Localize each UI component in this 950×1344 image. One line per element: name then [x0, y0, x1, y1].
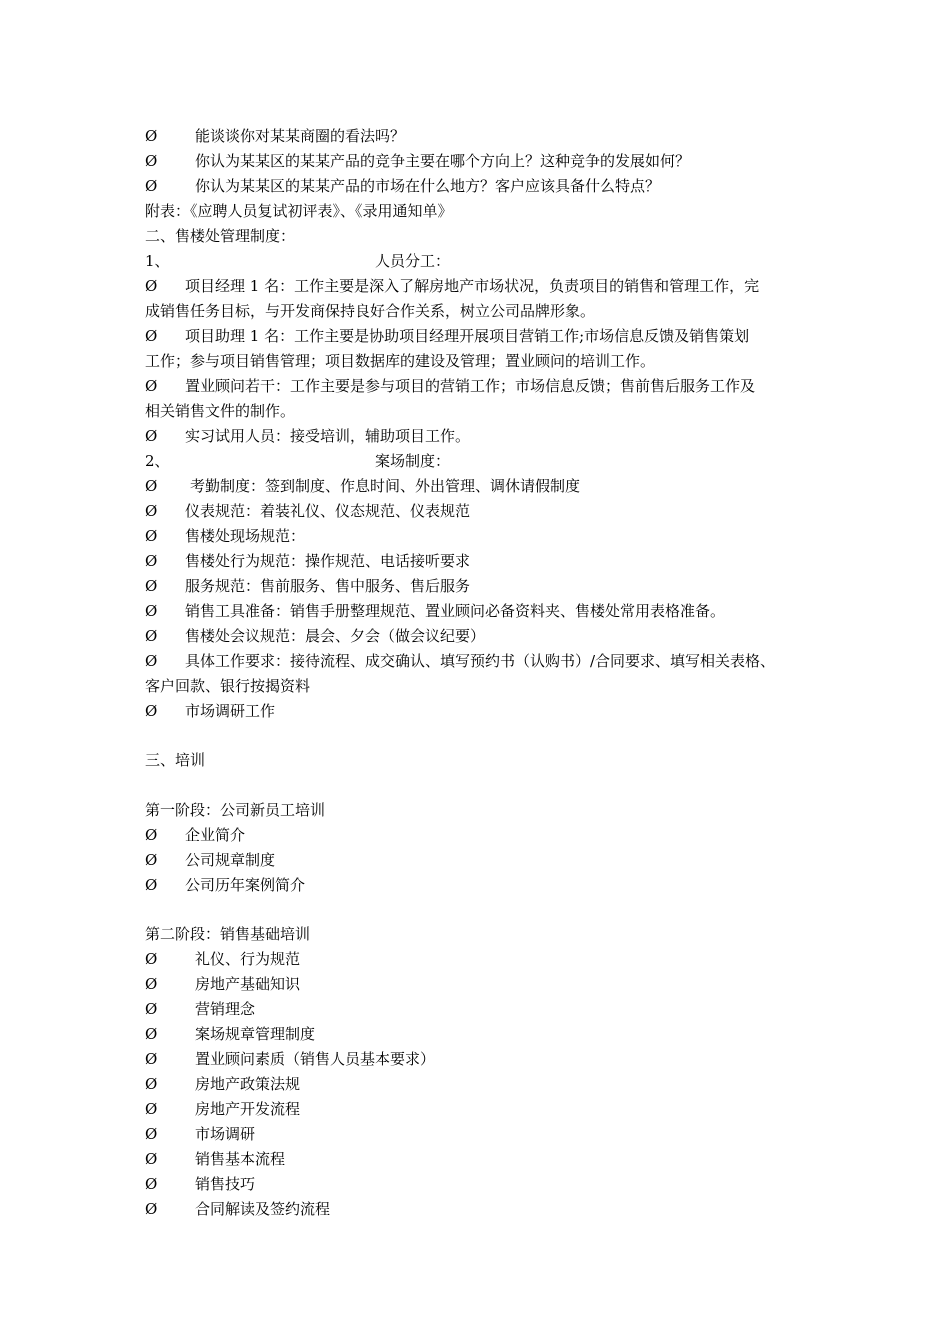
- training-text: 公司规章制度: [185, 851, 276, 869]
- bullet-icon: Ø: [145, 1075, 158, 1093]
- question-text: 能谈谈你对某某商圈的看法吗？: [195, 127, 406, 145]
- staff-item: [145, 424, 815, 449]
- bullet-icon: Ø: [145, 1125, 158, 1143]
- bullet-icon: Ø: [145, 1175, 158, 1193]
- training-text: 市场调研: [195, 1125, 256, 1143]
- training-text: 销售基本流程: [195, 1150, 286, 1168]
- bullet-icon: Ø: [145, 152, 158, 170]
- subsection-number: 1、: [145, 252, 170, 270]
- question-text: 你认为某某区的某某产品的竞争主要在哪个方向上？这种竞争的发展如何？: [195, 152, 691, 170]
- training-text: 置业顾问素质（销售人员基本要求）: [195, 1050, 436, 1068]
- training-text: 营销理念: [195, 1000, 256, 1018]
- staff-item: [145, 324, 815, 349]
- training-text: 企业简介: [185, 826, 246, 844]
- subsection-1-heading: [145, 249, 815, 274]
- training-text: 房地产基础知识: [195, 975, 301, 993]
- bullet-icon: Ø: [145, 552, 158, 570]
- training-text: 销售技巧: [195, 1175, 256, 1193]
- question-item: [145, 124, 815, 149]
- staff-item: [145, 374, 815, 399]
- staff-text: 项目经理 1 名：工作主要是深入了解房地产市场状况，负责项目的销售和管理工作，完: [185, 277, 760, 295]
- training-item: [145, 972, 815, 997]
- training-item: [145, 1122, 815, 1147]
- section-2-heading: 二、售楼处管理制度：: [145, 227, 296, 245]
- staff-item-continuation: 成销售任务目标，与开发商保持良好合作关系，树立公司品牌形象。: [145, 302, 596, 320]
- bullet-icon: Ø: [145, 502, 158, 520]
- training-text: 合同解读及签约流程: [195, 1200, 331, 1218]
- stage-2-heading: 第二阶段：销售基础培训: [145, 925, 311, 943]
- training-item: [145, 873, 815, 898]
- subsection-2-heading: [145, 449, 815, 474]
- rule-text: 销售工具准备：销售手册整理规范、置业顾问必备资料夹、售楼处常用表格准备。: [185, 602, 726, 620]
- bullet-icon: Ø: [145, 1050, 158, 1068]
- rule-item: [145, 524, 815, 549]
- bullet-icon: Ø: [145, 577, 158, 595]
- rule-item: [145, 574, 815, 599]
- bullet-icon: Ø: [145, 277, 158, 295]
- bullet-icon: Ø: [145, 1150, 158, 1168]
- staff-text: 置业顾问若干：工作主要是参与项目的营销工作；市场信息反馈；售前售后服务工作及: [185, 377, 756, 395]
- bullet-icon: Ø: [145, 1000, 158, 1018]
- question-text: 你认为某某区的某某产品的市场在什么地方？客户应该具备什么特点？: [195, 177, 661, 195]
- training-text: 房地产开发流程: [195, 1100, 301, 1118]
- subsection-number: 2、: [145, 452, 170, 470]
- rule-item: [145, 649, 815, 674]
- training-item: [145, 1147, 815, 1172]
- rule-item: [145, 624, 815, 649]
- training-item: [145, 947, 815, 972]
- bullet-icon: Ø: [145, 1200, 158, 1218]
- staff-text: 实习试用人员：接受培训，辅助项目工作。: [185, 427, 471, 445]
- bullet-icon: Ø: [145, 127, 158, 145]
- staff-item-continuation: 相关销售文件的制作。: [145, 402, 296, 420]
- training-item: [145, 1197, 815, 1222]
- bullet-icon: Ø: [145, 950, 158, 968]
- rule-text: 售楼处行为规范：操作规范、电话接听要求: [185, 552, 471, 570]
- rule-item: [145, 599, 815, 624]
- training-item: [145, 848, 815, 873]
- training-item: [145, 997, 815, 1022]
- subsection-title: 人员分工：: [375, 252, 451, 270]
- training-item: [145, 1022, 815, 1047]
- rule-text: 服务规范：售前服务、售中服务、售后服务: [185, 577, 471, 595]
- bullet-icon: Ø: [145, 177, 158, 195]
- rule-item: [145, 699, 815, 724]
- bullet-icon: Ø: [145, 627, 158, 645]
- rule-text: 市场调研工作: [185, 702, 276, 720]
- training-item: [145, 823, 815, 848]
- staff-item: [145, 274, 815, 299]
- bullet-icon: Ø: [145, 876, 158, 894]
- rule-item: [145, 499, 815, 524]
- bullet-icon: Ø: [145, 851, 158, 869]
- training-text: 案场规章管理制度: [195, 1025, 316, 1043]
- bullet-icon: Ø: [145, 1100, 158, 1118]
- rule-text: 具体工作要求：接待流程、成交确认、填写预约书（认购书）/合同要求、填写相关表格、: [185, 652, 776, 670]
- bullet-icon: Ø: [145, 602, 158, 620]
- bullet-icon: Ø: [145, 652, 158, 670]
- rule-text: 售楼处现场规范：: [185, 527, 306, 545]
- rule-text: 考勤制度：签到制度、作息时间、外出管理、调休请假制度: [190, 477, 581, 495]
- bullet-icon: Ø: [145, 527, 158, 545]
- bullet-icon: Ø: [145, 702, 158, 720]
- appendix-line: 附表：《应聘人员复试初评表》、《录用通知单》: [145, 202, 453, 220]
- rule-item: [145, 474, 815, 499]
- question-item: [145, 149, 815, 174]
- training-item: [145, 1047, 815, 1072]
- training-item: [145, 1172, 815, 1197]
- bullet-icon: Ø: [145, 427, 158, 445]
- bullet-icon: Ø: [145, 975, 158, 993]
- rule-item-continuation: 客户回款、银行按揭资料: [145, 677, 311, 695]
- stage-1-heading: 第一阶段：公司新员工培训: [145, 801, 326, 819]
- bullet-icon: Ø: [145, 477, 158, 495]
- staff-text: 项目助理 1 名：工作主要是协助项目经理开展项目营销工作;市场信息反馈及销售策划: [185, 327, 750, 345]
- training-item: [145, 1097, 815, 1122]
- rule-text: 售楼处会议规范：晨会、夕会（做会议纪要）: [185, 627, 486, 645]
- rule-item: [145, 549, 815, 574]
- rule-text: 仪表规范：着装礼仪、仪态规范、仪表规范: [185, 502, 471, 520]
- training-text: 礼仪、行为规范: [195, 950, 301, 968]
- training-text: 公司历年案例简介: [185, 876, 306, 894]
- bullet-icon: Ø: [145, 826, 158, 844]
- subsection-title: 案场制度：: [375, 452, 451, 470]
- bullet-icon: Ø: [145, 327, 158, 345]
- staff-item-continuation: 工作；参与项目销售管理；项目数据库的建设及管理；置业顾问的培训工作。: [145, 352, 656, 370]
- section-3-heading: 三、培训: [145, 751, 206, 769]
- bullet-icon: Ø: [145, 377, 158, 395]
- bullet-icon: Ø: [145, 1025, 158, 1043]
- training-text: 房地产政策法规: [195, 1075, 301, 1093]
- question-item: [145, 174, 815, 199]
- training-item: [145, 1072, 815, 1097]
